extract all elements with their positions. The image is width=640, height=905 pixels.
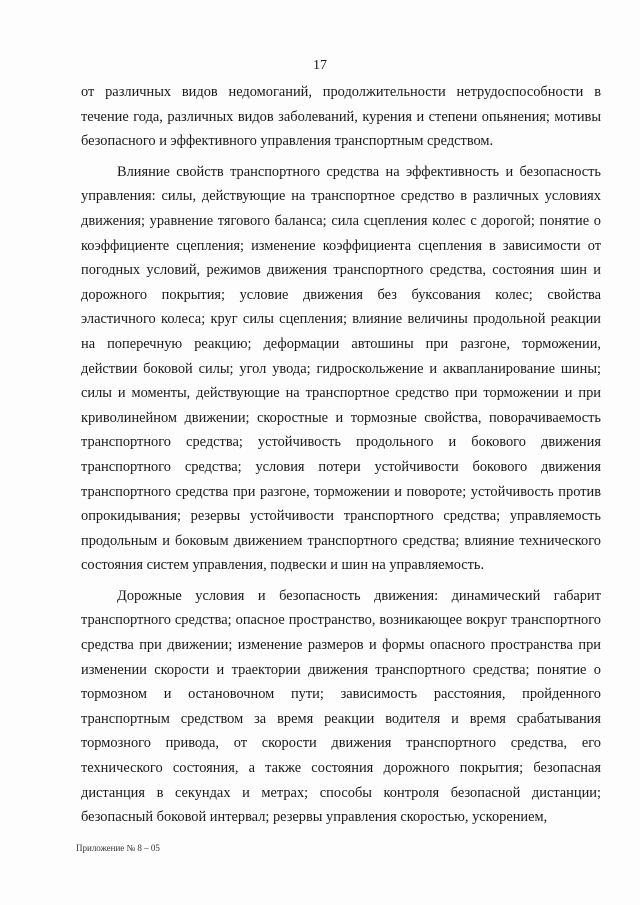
paragraph-continuation: от различных видов недомоганий, продолжительности нетрудоспособности в течение года, различных видов заболеваний, курения и степени опьянения; мотивы безопасного и эффективного управления транспортным средством. [81,84,601,150]
document-body [81,80,601,830]
paragraph-vehicle-properties: Влияние свойств транспортного средства на эффективность и безопасность управления: силы, действующие на транспортное средство в различных условиях движения; уравнение тягового баланса; сила сцепления колес с дорогой; понятие о коэффициенте сцепления; изменение коэффициента сцепления в зависимости от погодных условий, режимов движения транспортного средства, состояния шин и дорожного покрытия; условие движения без буксования колес; свойства эластичного колеса; круг силы сцепления; влияние величины продольной реакции на поперечную реакцию; деформации автошины при разгоне, торможении, действии боковой силы; угол увода; гидроскольжение и аквапланирование шины; силы и моменты, действующие на транспортное средство при торможении и при криволинейном движении; скоростные и тормозные свойства, поворачиваемость транспортного средства; устойчивость продольного и бокового движения транспортного средства; условия потери устойчивости бокового движения транспортного средства при разгоне, торможении и повороте; устойчивость против опрокидывания; резервы устойчивости транспортного средства; управляемость продольным и боковым движением транспортного средства; влияние технического состояния систем управления, подвески и шин на управляемость. [81,163,601,574]
paragraph-road-conditions: Дорожные условия и безопасность движения: динамический габарит транспортного средства; опасное пространство, возникающее вокруг транспортного средства при движении; изменение размеров и формы опасного пространства при изменении скорости и траектории движения транспортного средства; понятие о тормозном и остановочном пути; зависимость расстояния, пройденного транспортным средством за время реакции водителя и время срабатывания тормозного привода, от скорости движения транспортного средства, его технического состояния, а также состояния дорожного покрытия; безопасная дистанция в секундах и метрах; способы контроля безопасной дистанции; безопасный боковой интервал; резервы управления скоростью, ускорением, [81,587,601,826]
page-footer: Приложение № 8 – 05 [76,843,160,853]
page-number: 17 [313,58,327,73]
